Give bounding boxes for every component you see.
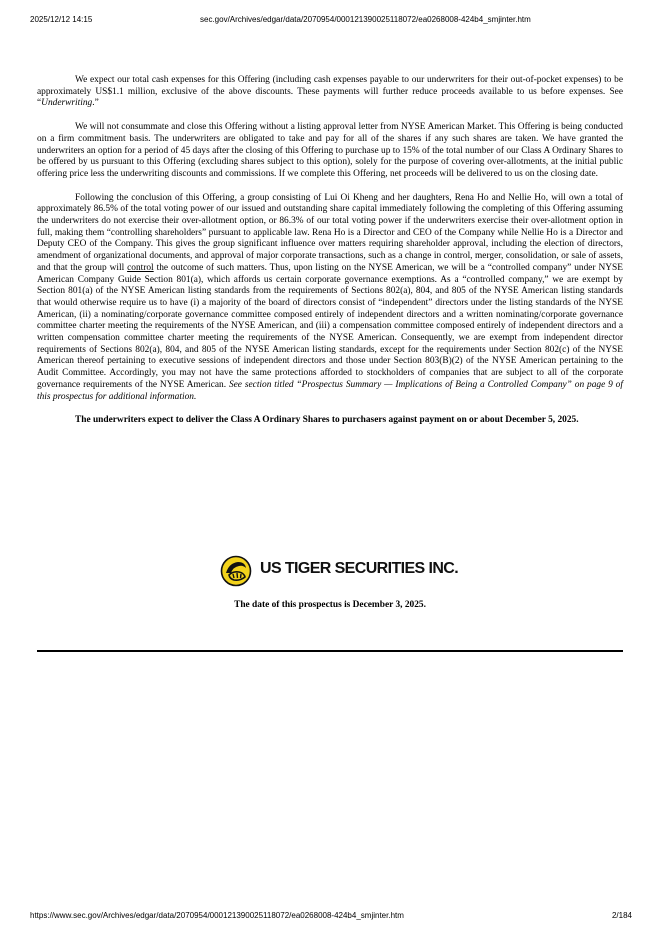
paragraph-controlled-company: Following the conclusion of this Offering, a group consisting of Lui Oi Kheng and her daughters, Rena Ho and Nellie Ho, will own a total of approximately 86.5% of the total voting power of our issued and outstanding share capital immediately following the completing of this Offering assuming the underwriters do not exercise their over-allotment option, or 86.3% of our total voting power if the underwriters exercise their over-allotment option in full, making them “controlling shareholders” pursuant to applicable law. Rena Ho is a Director and CEO of the Company while Nellie Ho is a Director and Deputy CEO of the Company. This gives the group significant influence over matters requiring shareholder approval, including the election of directors, amendment of organizational documents, and approval of major corporate transactions, such as a change in control, merger, consolidation, or sale of assets, and that the group will control the outcome of such matters. Thus, upon listing on the NYSE American, we will be a “controlled company” under NYSE American Company Guide Section 801(a), which affords us certain corporate governance exemptions. As a “controlled company,” we are exempt by Section 801(a) of the NYSE American listing standards from the requirements of Sections 802(a), 804, and 805 of the NYSE American listing standards that would otherwise require us to have (i) a majority of the board of directors consist of “independent” directors under the listing standards of the NYSE American, (ii) a nominating/corporate governance committee composed entirely of independent directors and a written nominating/corporate governance committee charter meeting the requirements of the NYSE American, and (iii) a compensation committee composed entirely of independent directors and a written compensation committee charter meeting the requirements of the NYSE American. Consequently, we are exempt from independent director requirements of Sections 802(a), 804, and 805 of the NYSE American listing standards, except for the requirements under Section 802(c) of the NYSE American thereof pertaining to executive sessions of independent directors and those under Section 803(B)(2) of the NYSE American pertaining to the Audit Committee. Accordingly, you may not have the same protections afforded to stockholders of companies that are subject to all of the corporate governance requirements of the NYSE American. See section titled “Prospectus Summary — Implications of Being a Controlled Company” on page 9 of this prospectus for additional information. <box>37 192 623 402</box>
prospectus-summary-reference: See section titled “Prospectus Summary — Implications of Being a Controlled Company” on page 9 of this prospectus for additional information. <box>37 379 623 402</box>
paragraph-listing-approval: We will not consummate and close this Offering without a listing approval letter from NYSE American Market. This Offering is being conducted on a firm commitment basis. The underwriters are obligated to take and pay for all of the shares if any such shares are taken. We have granted the underwriters an option for a period of 45 days after the closing of this Offering to purchase up to 15% of the total number of our Class A Ordinary Shares to be offered by us pursuant to this Offering (excluding shares subject to this option), solely for the purpose of covering over-allotments, at the initial public offering price less the underwriting discounts and commissions. If we complete this Offering, net proceeds will be delivered to us on the closing date. <box>37 122 623 179</box>
print-datetime: 2025/12/12 14:15 <box>30 15 93 24</box>
prospectus-date: The date of this prospectus is December 3, 2025. <box>234 600 426 610</box>
print-page-title: sec.gov/Archives/edgar/data/2070954/000121390025118072/ea0268008-424b4_smjinter.htm <box>200 15 531 24</box>
tiger-icon <box>219 554 253 588</box>
print-url: https://www.sec.gov/Archives/edgar/data/2070954/000121390025118072/ea0268008-424b4_smjinter.htm <box>30 911 404 920</box>
page-number: 2/184 <box>611 911 632 920</box>
paragraph-delivery: The underwriters expect to deliver the Class A Ordinary Shares to purchasers against payment on or about December 5, 2025. <box>75 415 579 426</box>
underlined-control: control <box>127 262 154 273</box>
document-body <box>37 75 623 439</box>
paragraph-cash-expenses: We expect our total cash expenses for this Offering (including cash expenses payable to our underwriters for their out-of-pocket expenses) to be approximately US$1.1 million, exclusive of the above discounts. These payments will further reduce proceeds available to us before expenses. See “Underwriting.” <box>37 75 623 109</box>
us-tiger-securities-logo <box>219 553 459 589</box>
underwriting-reference: Underwriting <box>41 98 93 109</box>
horizontal-divider <box>37 650 623 652</box>
logo-wordmark: US TIGER SECURITIES INC. <box>260 560 459 577</box>
